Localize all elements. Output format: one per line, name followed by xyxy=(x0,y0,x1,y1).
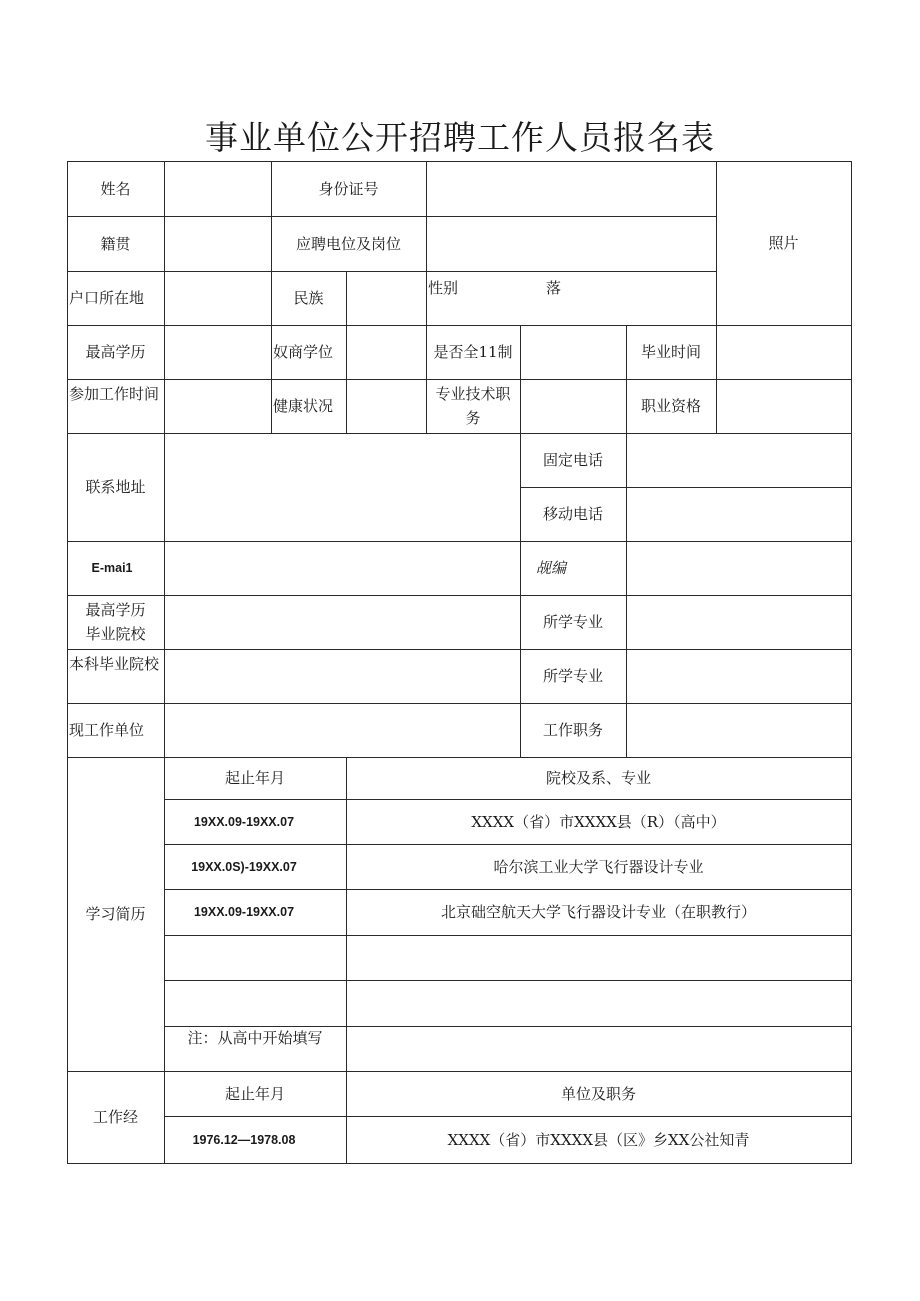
page-title: 事业单位公开招聘工作人员报名表 xyxy=(205,118,715,157)
email-field[interactable] xyxy=(165,542,520,595)
education-field[interactable] xyxy=(165,326,271,379)
work-period-header: 起止年月 xyxy=(224,1084,285,1103)
study-row-school[interactable]: 哈尔滨工业大学飞行器设计专业 xyxy=(493,857,704,876)
study-note-field[interactable] xyxy=(347,1027,851,1071)
graduation-time-label: 毕业时间 xyxy=(640,343,701,361)
origin-label: 籍贯 xyxy=(100,234,131,253)
bachelor-school-field[interactable] xyxy=(165,650,520,703)
name-field[interactable] xyxy=(165,162,271,216)
ethnicity-field[interactable] xyxy=(347,272,426,325)
professional-title-field[interactable] xyxy=(521,380,626,433)
email-label: E-mai1 xyxy=(91,561,133,575)
major-field[interactable] xyxy=(627,596,851,649)
id-number-field[interactable] xyxy=(427,162,716,216)
study-history-label: 学习简历 xyxy=(85,905,146,923)
id-number-label: 身份证号 xyxy=(318,179,379,198)
study-period-header: 起止年月 xyxy=(224,769,285,787)
position-field[interactable] xyxy=(427,217,716,271)
study-row-period[interactable] xyxy=(164,980,346,1026)
professional-title-label xyxy=(426,379,520,433)
study-row-school[interactable] xyxy=(346,935,851,980)
study-row-period[interactable]: 19XX.09-19XX.07 xyxy=(193,905,295,919)
gender-extra-text: 落 xyxy=(546,279,562,297)
job-title-field[interactable] xyxy=(627,704,851,757)
job-title-label: 工作职务 xyxy=(542,721,603,739)
gender-label: 性别 xyxy=(428,279,459,297)
work-history-label: 工作经 xyxy=(92,1108,138,1126)
major-field-2[interactable] xyxy=(627,650,851,703)
study-school-header: 院校及系、专业 xyxy=(545,769,651,787)
work-start-field[interactable] xyxy=(165,380,271,433)
qualification-field[interactable] xyxy=(717,380,851,433)
health-field[interactable] xyxy=(347,380,426,433)
postcode-label: 觇编 xyxy=(536,559,567,577)
landline-label: 固定电话 xyxy=(542,451,603,469)
top-school-label xyxy=(67,595,164,649)
mobile-field[interactable] xyxy=(627,488,851,541)
position-label: 应聘电位及岗位 xyxy=(295,234,401,253)
major-label-2: 所学专业 xyxy=(542,667,603,685)
postcode-field[interactable] xyxy=(627,542,851,595)
study-row-school[interactable] xyxy=(346,980,851,1026)
graduation-time-field[interactable] xyxy=(717,326,851,379)
fulltime-field[interactable] xyxy=(521,326,626,379)
landline-field[interactable] xyxy=(627,434,851,487)
study-row-school[interactable]: 北京础空航天大学飞行器设计专业（在职教行） xyxy=(440,903,756,921)
top-school-label-line1: 最高学历 xyxy=(85,601,146,619)
professional-title-label-line2: 务 xyxy=(465,409,481,427)
qualification-label: 职业资格 xyxy=(640,397,701,415)
fulltime-label: 是否全11制 xyxy=(433,343,513,361)
mobile-label: 移动电话 xyxy=(542,505,603,523)
address-label: 联系地址 xyxy=(85,478,146,496)
bachelor-school-label: 本科毕业院校 xyxy=(69,655,160,673)
photo-box[interactable] xyxy=(716,161,851,325)
study-note: 注：从高中开始填写 xyxy=(187,1029,323,1047)
work-row-unit[interactable]: XXXX（省）市XXXX县（区》乡XX公社知青 xyxy=(447,1130,750,1149)
major-label: 所学专业 xyxy=(542,613,603,631)
degree-field[interactable] xyxy=(347,326,426,379)
photo-label: 照片 xyxy=(768,234,799,252)
name-label: 姓名 xyxy=(100,179,131,198)
employer-field[interactable] xyxy=(165,704,520,757)
health-label: 健康状况 xyxy=(273,397,334,415)
employer-label: 现工作单位 xyxy=(69,721,145,739)
study-row-period[interactable]: 19XX.09-19XX.07 xyxy=(193,814,295,829)
hukou-field[interactable] xyxy=(165,272,271,325)
study-row-school[interactable]: XXXX（省）市XXXX县（R）（高中） xyxy=(471,812,726,831)
work-row-period[interactable]: 1976.12—1978.08 xyxy=(192,1132,296,1147)
degree-label: 奴商学位 xyxy=(273,343,334,361)
ethnicity-label: 民族 xyxy=(293,289,324,307)
address-field[interactable] xyxy=(165,434,520,541)
study-row-period[interactable]: 19XX.0S)-19XX.07 xyxy=(191,859,297,874)
top-school-label-line2: 毕业院校 xyxy=(85,625,146,643)
origin-field[interactable] xyxy=(165,217,271,271)
work-unit-header: 单位及职务 xyxy=(560,1084,636,1103)
study-row-period[interactable] xyxy=(164,935,346,980)
professional-title-label-line1: 专业技术职 xyxy=(435,385,511,403)
hukou-label: 户口所在地 xyxy=(69,289,145,307)
education-label: 最高学历 xyxy=(85,343,146,361)
top-school-field[interactable] xyxy=(165,596,520,649)
work-start-label: 参加工作时间 xyxy=(69,385,160,403)
